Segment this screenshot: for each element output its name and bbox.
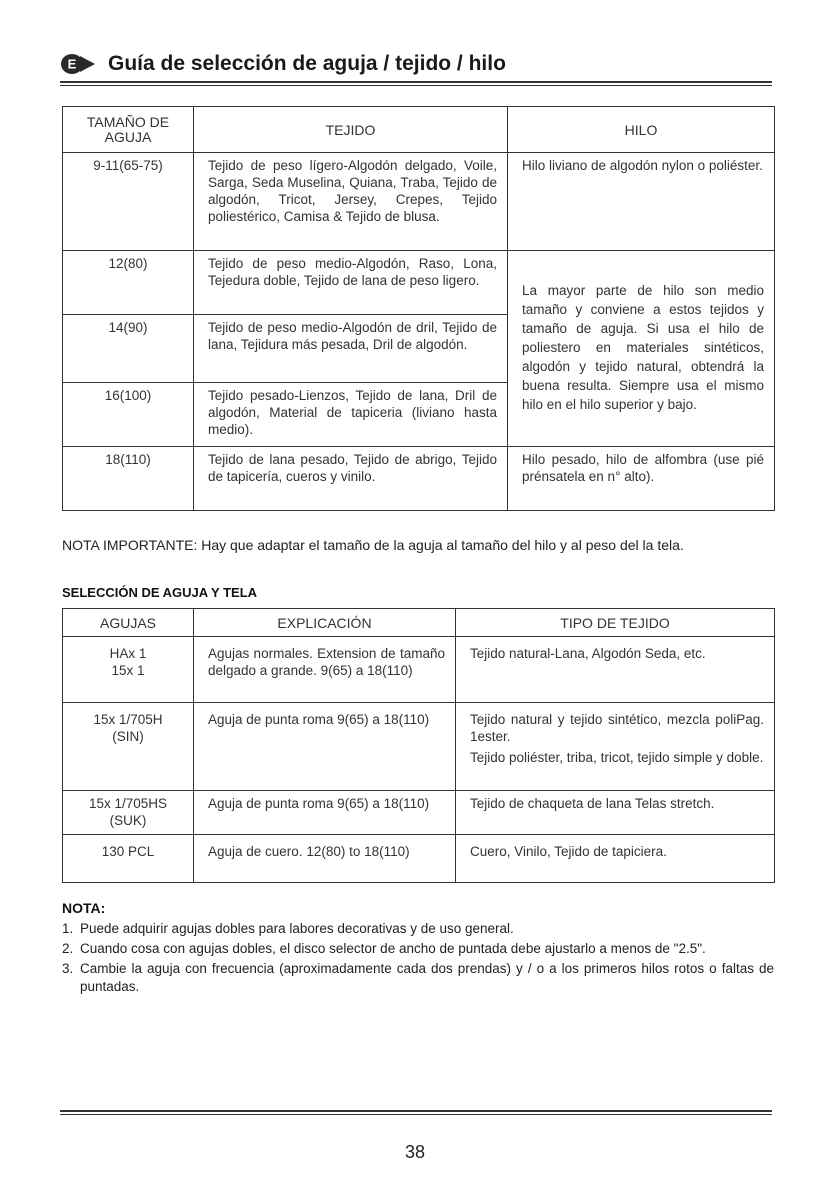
explanation-cell: Agujas normales. Extension de tamaño delgado a grande. 9(65) a 18(110) — [194, 637, 456, 703]
needle-name: HAx 1 — [109, 646, 147, 661]
footer-rule — [60, 1110, 772, 1112]
table-row — [63, 791, 775, 835]
needle-cell — [63, 791, 194, 835]
header-fabric-type: TIPO DE TEJIDO — [456, 609, 775, 637]
page-number: 38 — [404, 1142, 426, 1162]
fabric-type-cell: Cuero, Vinilo, Tejido de tapiciera. — [456, 835, 775, 883]
language-badge-icon — [60, 53, 96, 75]
page-title: Guía de selección de aguja / tejido / hilo — [108, 52, 506, 75]
header-rule — [60, 81, 772, 83]
list-number: 3. — [62, 961, 74, 976]
needle-cell — [63, 703, 194, 791]
thread-cell-medium: La mayor parte de hilo son medio tamaño y conviene a estos tejidos y tamaño de aguja. Si usa el hilo de poliestero en materiales sintéticos, algodón y tejido natural, obtendrá la buena resulta. Siempre usa el mismo hilo en el hilo superior y bajo. — [508, 251, 775, 447]
table-row — [63, 637, 775, 703]
explanation-cell: Aguja de punta roma 9(65) a 18(110) — [194, 791, 456, 835]
list-text: Cambie la aguja con frecuencia (aproximadamente cada dos prendas) y / o a los primeros hilos rotos o faltas de puntadas. — [80, 961, 774, 994]
needle-selection-table — [62, 608, 775, 883]
nota-list — [62, 920, 774, 998]
thread-cell: Hilo liviano de algodón nylon o poliéster. — [508, 153, 775, 251]
explanation-cell: Aguja de punta roma 9(65) a 18(110) — [194, 703, 456, 791]
list-item — [62, 940, 774, 958]
fabric-cell: Tejido de peso lígero-Algodón delgado, Voile, Sarga, Seda Muselina, Quiana, Traba, Tejido de algodón, Tricot, Jersey, Crepes, Tejido poliestérico, Camisa & Tejido de blusa. — [194, 153, 508, 251]
table-row — [63, 447, 775, 511]
list-item — [62, 920, 774, 938]
fabric-type-cell — [456, 703, 775, 791]
needle-cell — [63, 637, 194, 703]
needle-size-cell: 16(100) — [63, 383, 194, 447]
needle-name: 15x 1/705H — [93, 712, 163, 727]
needle-size-cell: 18(110) — [63, 447, 194, 511]
list-text: Cuando cosa con agujas dobles, el disco selector de ancho de puntada debe ajustarlo a menos de "2.5". — [80, 941, 706, 956]
needle-size-cell: 14(90) — [63, 315, 194, 383]
table-row — [63, 703, 775, 791]
fabric-type-line: Tejido poliéster, triba, tricot, tejido simple y doble. — [470, 750, 764, 765]
explanation-cell: Aguja de cuero. 12(80) to 18(110) — [194, 835, 456, 883]
list-text: Puede adquirir agujas dobles para labores decorativas y de uso general. — [80, 921, 514, 936]
fabric-type-line: Tejido natural y tejido sintético, mezcla poliPag. 1ester. — [470, 712, 764, 744]
header-needle-size: TAMAÑO DE AGUJA — [63, 107, 194, 153]
needle-code: (SUK) — [109, 813, 147, 828]
header-needles: AGUJAS — [63, 609, 194, 637]
needle-name-alt: 15x 1 — [111, 663, 145, 678]
needle-code: (SIN) — [112, 729, 144, 744]
table-row — [63, 251, 775, 315]
needle-name: 130 PCL — [101, 844, 155, 859]
list-item — [62, 960, 774, 996]
fabric-type-cell: Tejido natural-Lana, Algodón Seda, etc. — [456, 637, 775, 703]
section-title: SELECCIÓN DE AGUJA Y TELA — [62, 585, 258, 600]
needle-size-cell: 9-11(65-75) — [63, 153, 194, 251]
fabric-cell: Tejido pesado-Lienzos, Tejido de lana, Dril de algodón, Material de tapiceria (liviano hasta medio). — [194, 383, 508, 447]
fabric-type-cell: Tejido de chaqueta de lana Telas stretch. — [456, 791, 775, 835]
table-header-row — [63, 107, 775, 153]
needle-cell — [63, 835, 194, 883]
thread-cell-heavy: Hilo pesado, hilo de alfombra (use pié prénsatela en n° alto). — [508, 447, 775, 511]
table-row — [63, 835, 775, 883]
table-row — [63, 153, 775, 251]
needle-fabric-thread-table — [62, 106, 775, 511]
header-rule-thin — [60, 85, 772, 86]
header-thread: HILO — [508, 107, 775, 153]
footer-rule-thin — [60, 1114, 772, 1115]
needle-name: 15x 1/705HS — [88, 796, 168, 811]
list-number: 1. — [62, 921, 74, 936]
fabric-cell: Tejido de lana pesado, Tejido de abrigo, Tejido de tapicería, cueros y vinilo. — [194, 447, 508, 511]
important-note: NOTA IMPORTANTE: Hay que adaptar el tamaño de la aguja al tamaño del hilo y al peso del la tela. — [62, 537, 684, 553]
header-fabric: TEJIDO — [194, 107, 508, 153]
fabric-cell: Tejido de peso medio-Algodón, Raso, Lona, Tejedura doble, Tejido de lana de peso ligero. — [194, 251, 508, 315]
table-header-row — [63, 609, 775, 637]
fabric-cell: Tejido de peso medio-Algodón de dril, Tejido de lana, Tejidura más pesada, Dril de algodón. — [194, 315, 508, 383]
page-header — [60, 50, 772, 80]
needle-size-cell: 12(80) — [63, 251, 194, 315]
list-number: 2. — [62, 941, 74, 956]
header-explanation: EXPLICACIÓN — [194, 609, 456, 637]
badge-letter: E — [67, 56, 77, 72]
nota-heading: NOTA: — [62, 900, 106, 916]
